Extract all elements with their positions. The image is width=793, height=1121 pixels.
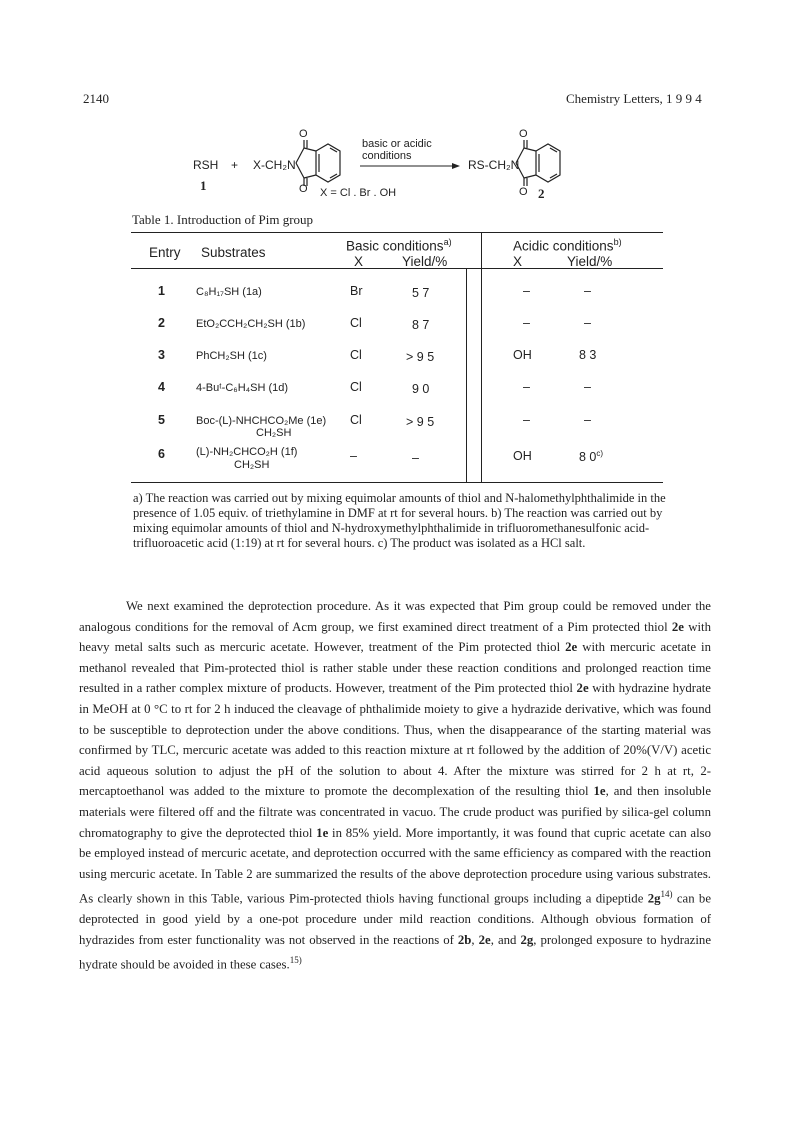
compound-ref: 2g bbox=[647, 891, 661, 906]
table-divider bbox=[466, 268, 467, 482]
reagent-thiol-number: 1 bbox=[200, 178, 207, 193]
body-span: in 85% yield. More importantly, it was found that cupric acetate can also be employed instead of mercuric acetate, and deprotection occurred with the same efficiency as compared with the reaction using mercuric acetate. In Table 2 are summarized the results of the above deprotection procedure using various substrates. As clearly shown in this Table, various Pim-protected thiols having functional groups including a dipeptide bbox=[79, 825, 711, 906]
row-entry: 2 bbox=[158, 316, 165, 330]
header-acidic bbox=[513, 237, 622, 254]
row-acidic-x: – bbox=[523, 380, 530, 394]
row-acidic-x: – bbox=[523, 413, 530, 427]
row-entry: 6 bbox=[158, 447, 165, 461]
row-basic-x: Cl bbox=[350, 380, 362, 394]
row-acidic-x: OH bbox=[513, 348, 532, 362]
header-acidic-x: X bbox=[513, 254, 523, 269]
row-substrate: C₈H₁₇SH (1a) bbox=[196, 286, 262, 298]
row-basic-yield: > 9 5 bbox=[406, 415, 435, 429]
row-acidic-yield: – bbox=[584, 284, 591, 298]
row-basic-yield: 5 7 bbox=[412, 286, 430, 300]
compound-ref: 2e bbox=[671, 619, 684, 634]
row-acidic-yield: 8 3 bbox=[579, 348, 597, 362]
oxygen-label: O bbox=[299, 128, 308, 140]
table-caption: Table 1. Introduction of Pim group bbox=[132, 212, 314, 227]
header-basic bbox=[346, 237, 452, 254]
compound-ref: 2e bbox=[565, 640, 578, 655]
journal-name: Chemistry Letters, 1 9 9 4 bbox=[566, 91, 702, 106]
header-entry: Entry bbox=[149, 245, 181, 260]
row-acidic-x: – bbox=[523, 316, 530, 330]
row-substrate: PhCH₂SH (1c) bbox=[196, 350, 267, 362]
table-divider bbox=[481, 232, 482, 482]
reaction-arrow bbox=[360, 160, 460, 172]
body-span: with mercuric acetate in methanol revealed that Pim-protected thiol is rather stable under these reaction conditions and prolonged reaction time resulted in a rather complex mixture of products. However, treatment of the Pim protected thiol bbox=[79, 640, 711, 696]
body-span: , bbox=[471, 932, 475, 947]
page-number: 2140 bbox=[83, 91, 109, 106]
row-basic-x: – bbox=[350, 449, 357, 463]
row-entry: 1 bbox=[158, 284, 165, 298]
product: RS-CH₂N bbox=[468, 158, 520, 172]
row-basic-x: Br bbox=[350, 284, 363, 298]
row-basic-x: Cl bbox=[350, 316, 362, 330]
body-span: with hydrazine hydrate in MeOH at 0 °C to rt for 2 h induced the cleavage of phthalimide moiety to give a hydrazide derivative, which was found to be susceptible to deprotection under the above conditions. Thus, when the disappearance of the starting material was confirmed by TLC, mercuric acetate was added to this reaction mixture at rt followed by the addition of 20%(V/V) acetic acid aqueous solution to adjust the pH of the solution to about 4. After the mixture was stirred for 2 h at rt, 2-mercaptoethanol was added to the mixture to promote the decomplexation of the resulting thiol bbox=[79, 681, 711, 799]
header-basic-note: a) bbox=[443, 237, 452, 247]
compound-ref: 2g bbox=[520, 932, 534, 947]
row-acidic-yield bbox=[579, 449, 603, 464]
row-basic-x: Cl bbox=[350, 348, 362, 362]
row-acidic-yield-note: c) bbox=[596, 449, 604, 458]
body-span: , and bbox=[490, 932, 517, 947]
reagent-phthalimide: X-CH₂N bbox=[253, 158, 296, 172]
oxygen-label: O bbox=[519, 186, 528, 198]
header-basic-label: Basic conditions bbox=[346, 238, 444, 254]
row-acidic-yield-value: 8 0 bbox=[579, 450, 597, 465]
oxygen-label: O bbox=[519, 128, 528, 140]
reference-marker: 15) bbox=[289, 955, 302, 966]
table-top-rule bbox=[131, 232, 663, 233]
row-substrate: Boc-(L)-NHCHCO₂Me (1e) bbox=[196, 415, 327, 427]
body-span: with heavy metal salts such as mercuric acetate. However, treatment of the Pim protected thiol bbox=[79, 619, 712, 655]
header-acidic-yield: Yield/% bbox=[567, 254, 613, 269]
row-substrate: EtO₂CCH₂CH₂SH (1b) bbox=[196, 318, 306, 330]
row-entry: 4 bbox=[158, 380, 165, 394]
header-basic-x: X bbox=[354, 254, 364, 269]
conditions-line1: basic or acidic bbox=[362, 138, 432, 150]
row-entry: 5 bbox=[158, 413, 165, 427]
compound-ref: 2e bbox=[576, 681, 589, 696]
row-basic-x: Cl bbox=[350, 413, 362, 427]
oxygen-label: O bbox=[299, 183, 308, 195]
reagent-thiol: RSH bbox=[193, 158, 219, 172]
body-span: can be deprotected in good yield by a one-pot procedure under mild reaction conditions. Although obvious formation of hydrazides from ester functionality was not observed in the reactions of bbox=[79, 891, 712, 947]
header-acidic-note: b) bbox=[613, 237, 622, 247]
body-span: , and then insoluble materials were filtered off and the filtrate was concentrated in vacuo. The crude product was purified by silica-gel column chromatography to give the deprotected thiol bbox=[79, 784, 711, 840]
row-acidic-x: OH bbox=[513, 449, 532, 463]
row-acidic-yield: – bbox=[584, 316, 591, 330]
body-paragraph bbox=[79, 596, 711, 975]
row-substrate: 4-Buᵗ-C₆H₄SH (1d) bbox=[196, 382, 289, 394]
row-acidic-yield: – bbox=[584, 380, 591, 394]
body-span: We next examined the deprotection procedure. As it was expected that Pim group could be removed under the analogous conditions for the removal of Acm group, we first examined direct treatment of a Pim protected thiol bbox=[79, 599, 711, 634]
row-acidic-yield: – bbox=[584, 413, 591, 427]
body-text bbox=[79, 596, 711, 975]
row-substrate-sidechain: CH₂SH bbox=[256, 427, 292, 439]
compound-ref: 1e bbox=[316, 825, 329, 840]
conditions-line2: conditions bbox=[362, 150, 412, 162]
row-substrate-sidechain: CH₂SH bbox=[234, 459, 270, 471]
compound-ref: 2e bbox=[478, 932, 491, 947]
row-basic-yield: 9 0 bbox=[412, 382, 430, 396]
header-acidic-label: Acidic conditions bbox=[513, 238, 614, 254]
table-bottom-rule bbox=[131, 482, 663, 483]
x-definition: X = Cl . Br . OH bbox=[320, 187, 397, 199]
table-footnote: a) The reaction was carried out by mixing equimolar amounts of thiol and N-halomethylphthalimide in the presence of 1.05 equiv. of triethylamine in DMF at rt for several hours. b) The reaction was carried out by mixing equimolar amounts of thiol and N-hydroxymethylphthalimide in trifluoromethanesulfonic acid-trifluoroacetic acid (1:19) at rt for several hours. c) The product was isolated as a HCl salt. bbox=[133, 491, 666, 550]
compound-ref: 2b bbox=[457, 932, 472, 947]
row-basic-yield: 8 7 bbox=[412, 318, 430, 332]
reference-marker: 14) bbox=[660, 889, 673, 900]
row-substrate: (L)-NH₂CHCO₂H (1f) bbox=[196, 446, 298, 458]
row-basic-yield: – bbox=[412, 451, 419, 465]
plus-sign: + bbox=[231, 158, 239, 172]
compound-ref: 1e bbox=[593, 784, 606, 799]
product-number: 2 bbox=[538, 186, 545, 201]
body-span: , prolonged exposure to hydrazine hydrate should be avoided in these cases. bbox=[79, 932, 711, 972]
row-entry: 3 bbox=[158, 348, 165, 362]
header-substrates: Substrates bbox=[201, 245, 266, 260]
row-basic-yield: > 9 5 bbox=[406, 350, 435, 364]
header-basic-yield: Yield/% bbox=[402, 254, 448, 269]
row-acidic-x: – bbox=[523, 284, 530, 298]
